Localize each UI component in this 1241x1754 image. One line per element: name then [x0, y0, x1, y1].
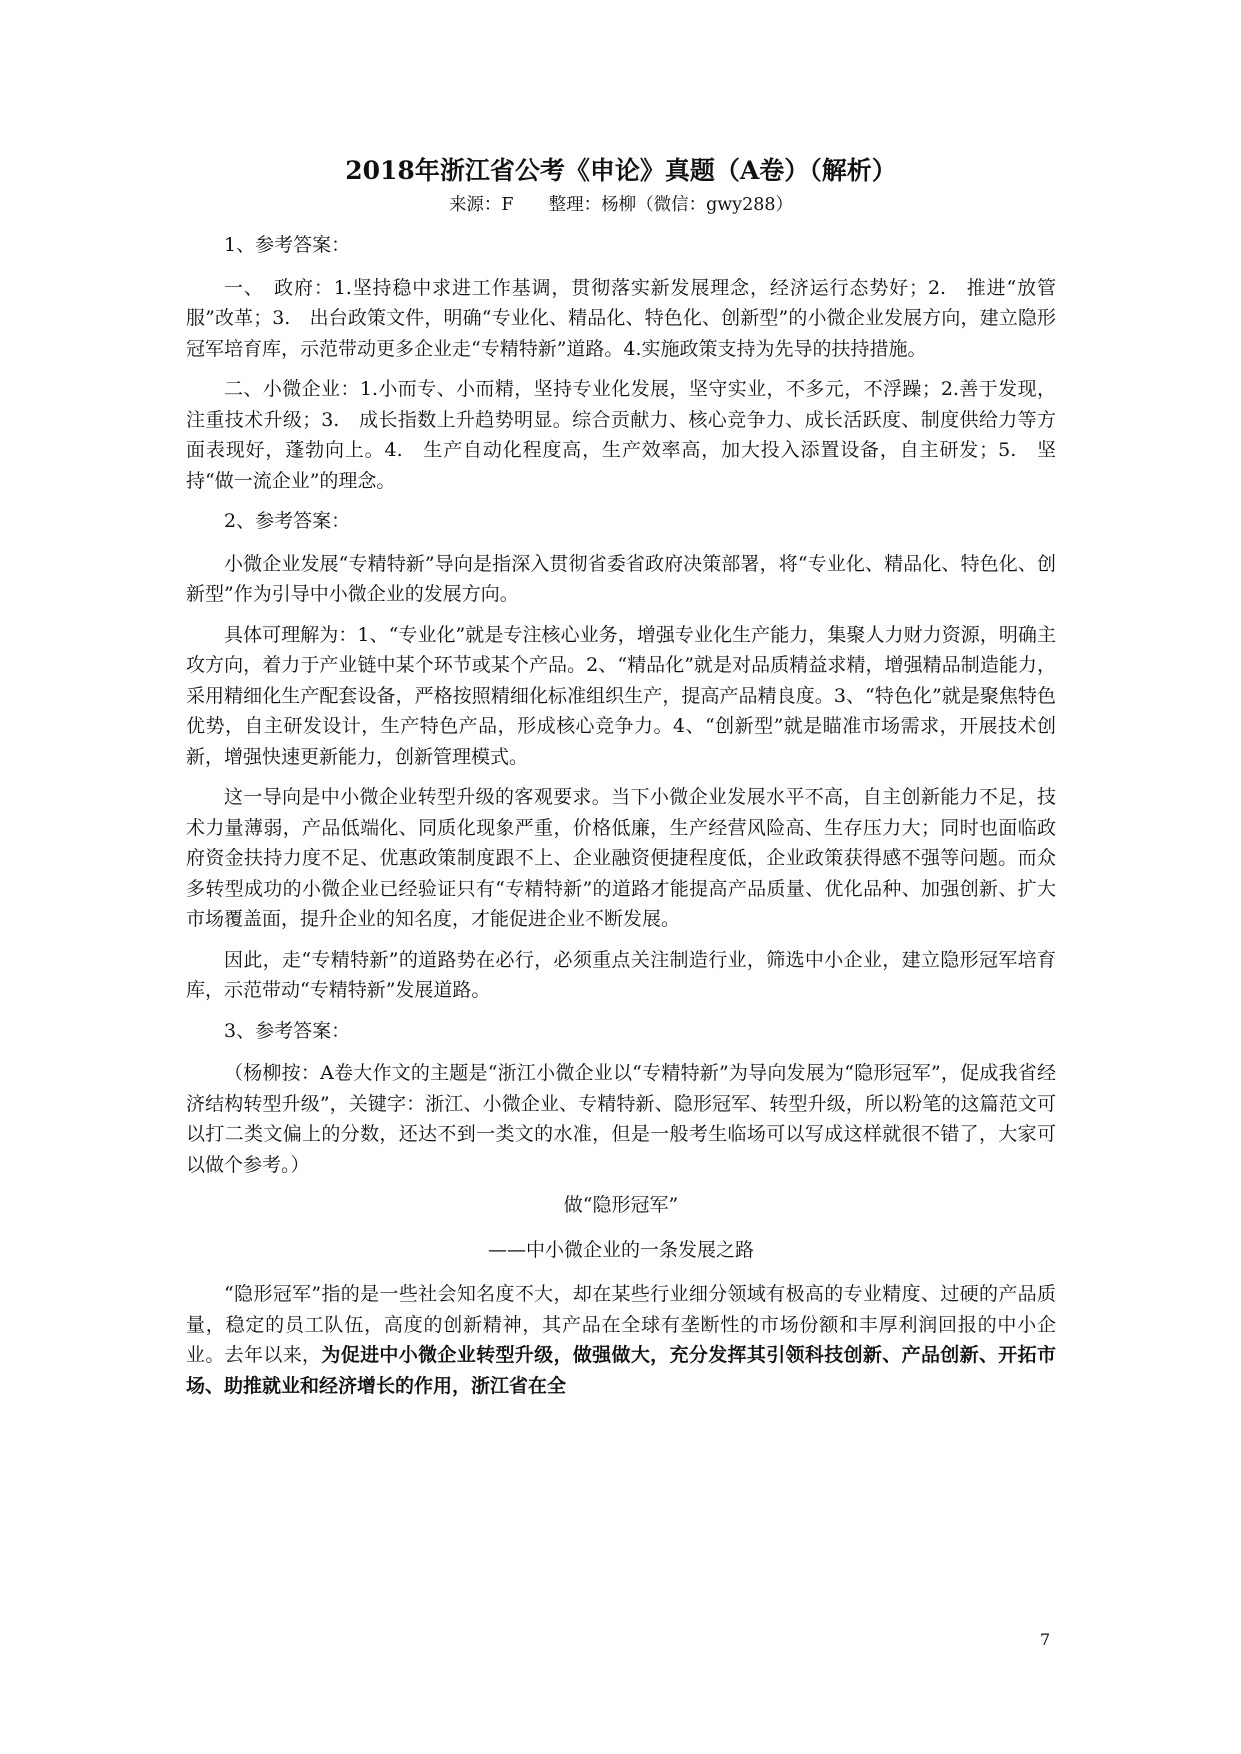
answer-2-definition: 小微企业发展“专精特新”导向是指深入贯彻省委省政府决策部署，将“专业化、精品化、特色化、创新型”作为引导中小微企业的发展方向。	[186, 552, 1056, 605]
editor-note: （杨柳按：A卷大作文的主题是“浙江小微企业以“专精特新”为导向发展为“隐形冠军”，促成我省经济结构转型升级”，关键字：浙江、小微企业、专精特新、隐形冠军、转型升级，所以粉笔的这篇范文可以打二类文偏上的分数，还达不到一类文的水准，但是一般考生临场可以写成这样就很不错了，大家可以做个参考。）	[186, 1062, 1056, 1176]
essay-subtitle: ——中小微企业的一条发展之路	[487, 1238, 754, 1261]
essay-paragraph-text: “隐形冠军”指的是一些社会知名度不大，却在某些行业细分领域有极高的专业精度、过硬的产品质量，稳定的员工队伍，高度的创新精神，其产品在全球有垄断性的市场份额和丰厚利润回报的中小企业。去年以来，	[186, 1283, 1056, 1366]
answer-1-government: 一、 政府：1.坚持稳中求进工作基调，贯彻落实新发展理念，经济运行态势好；2. 推进“放管服”改革；3. 出台政策文件，明确“专业化、精品化、特色化、创新型”的小微企业发展方向，建立隐形冠军培育库，示范带动更多企业走“专精特新”道路。4.实施政策支持为先导的扶持措施。	[186, 276, 1056, 360]
answer-3-label: 3、参考答案：	[224, 1019, 351, 1042]
answer-2-details: 具体可理解为：1、“专业化”就是专注核心业务，增强专业化生产能力，集聚人力财力资源，明确主攻方向，着力于产业链中某个环节或某个产品。2、“精品化”就是对品质精益求精，增强精品制造能力，采用精细化生产配套设备，严格按照精细化标准组织生产，提高产品精良度。3、“特色化”就是聚焦特色优势，自主研发设计，生产特色产品，形成核心竞争力。4、“创新型”就是瞄准市场需求，开展技术创新，增强快速更新能力，创新管理模式。	[186, 623, 1056, 768]
answer-2-label: 2、参考答案：	[224, 510, 351, 532]
document-body	[186, 152, 1056, 1411]
answer-2-conclusion: 因此，走“专精特新”的道路势在必行，必须重点关注制造行业，筛选中小企业，建立隐形冠军培育库，示范带动“专精特新”发展道路。	[186, 948, 1056, 1001]
document-title: 2018年浙江省公考《申论》真题（A卷）（解析）	[345, 156, 897, 185]
page-number: 7	[1040, 1630, 1051, 1649]
essay-paragraph	[186, 1279, 1056, 1401]
essay-paragraph-bold-text: 为促进中小微企业转型升级，做强做大，充分发挥其引领科技创新、产品创新、开拓市场、助推就业和经济增长的作用，浙江省在全	[186, 1344, 1056, 1397]
document-subtitle: 来源：F 整理：杨柳（微信：gwy288）	[448, 195, 794, 215]
answer-2-reason: 这一导向是中小微企业转型升级的客观要求。当下小微企业发展水平不高，自主创新能力不足，技术力量薄弱，产品低端化、同质化现象严重，价格低廉，生产经营风险高、生存压力大；同时也面临政府资金扶持力度不足、优惠政策制度跟不上、企业融资便捷程度低，企业政策获得感不强等问题。而众多转型成功的小微企业已经验证只有“专精特新”的道路才能提高产品质量、优化品种、加强创新、扩大市场覆盖面，提升企业的知名度，才能促进企业不断发展。	[186, 786, 1056, 930]
essay-title: 做“隐形冠军”	[563, 1194, 679, 1216]
answer-1-small-enterprises: 二、小微企业：1.小而专、小而精，坚持专业化发展，坚守实业，不多元，不浮躁；2.善于发现，注重技术升级；3. 成长指数上升趋势明显。综合贡献力、核心竞争力、成长活跃度、制度供给力等方面表现好，蓬勃向上。4. 生产自动化程度高，生产效率高，加大投入添置设备，自主研发；5. 坚持“做一流企业”的理念。	[186, 378, 1056, 492]
answer-1-label: 1、参考答案：	[224, 234, 351, 256]
